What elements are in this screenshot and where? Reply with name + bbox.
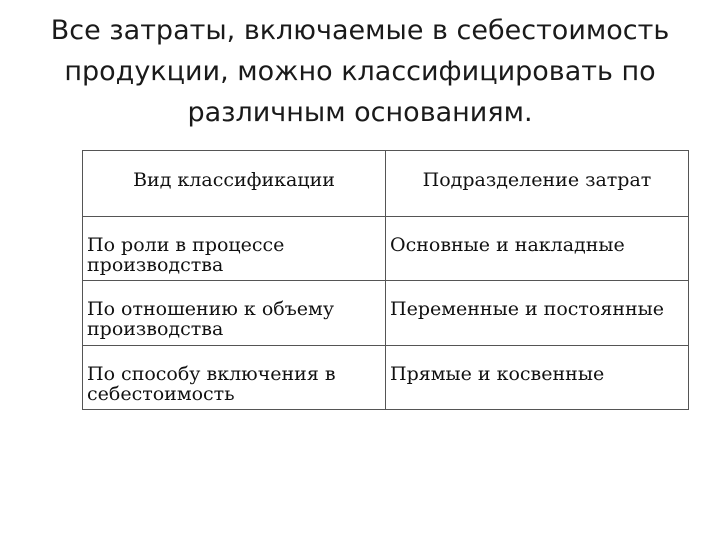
table-cell-subdivision: Основные и накладные [386,217,689,281]
table-row [83,345,689,409]
header-classification-type: Вид классификации [83,151,386,217]
table-cell-classification: По отношению к объему производства [83,281,386,345]
title-line-2: продукции, можно классифицировать по [64,56,656,87]
table-cell-subdivision: Прямые и косвенные [386,345,689,409]
title-line-3: различным основаниям. [187,97,533,128]
table-cell-classification: По способу включения в себестоимость [83,345,386,409]
classification-table [82,150,689,410]
table-row [83,217,689,281]
table-row [83,281,689,345]
header-cost-subdivision: Подразделение затрат [386,151,689,217]
page-title [40,10,680,133]
title-line-1: Все затраты, включаемые в себестоимость [50,15,670,46]
table-cell-classification: По роли в процессе производства [83,217,386,281]
table-cell-subdivision: Переменные и постоянные [386,281,689,345]
table-header-row [83,151,689,217]
